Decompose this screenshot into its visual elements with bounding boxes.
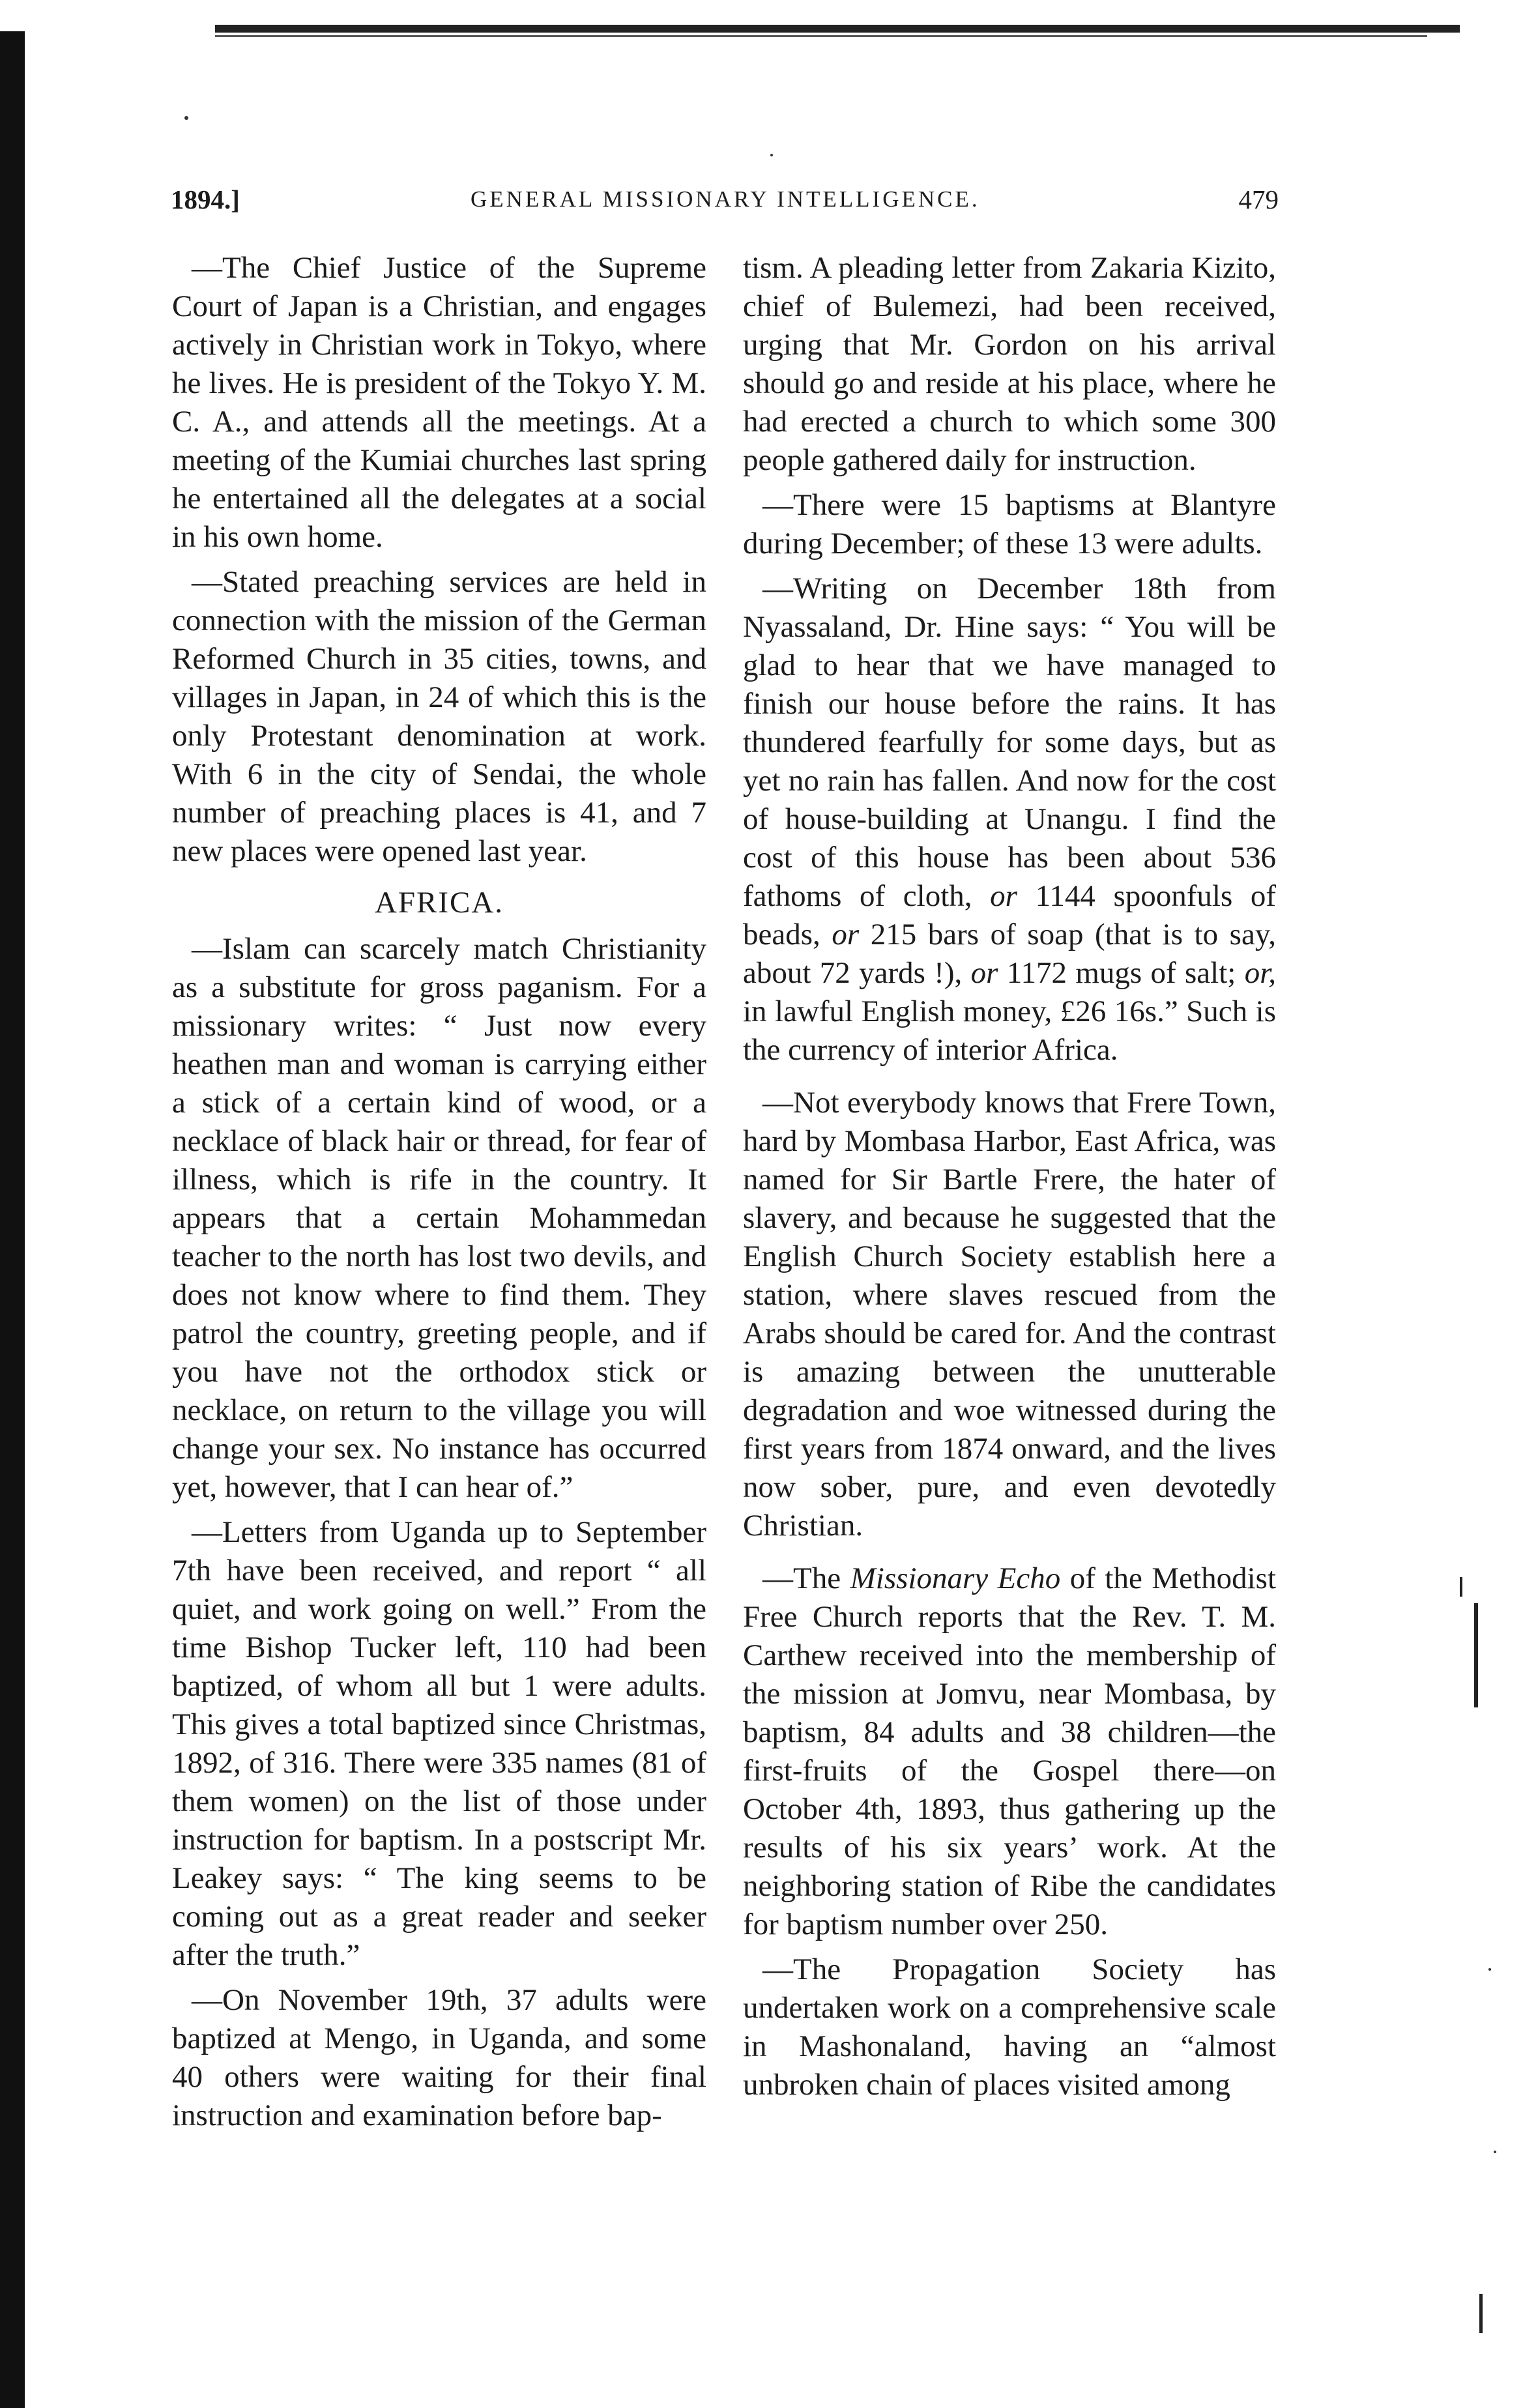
header-year: 1894.] bbox=[171, 184, 240, 214]
scan-speck bbox=[1494, 2151, 1496, 2153]
echo-text-b: of the Methodist Free Church reports that the Rev. T. M. Carthew received into the membership of the mission at Jomvu, near Mombasa, by baptism, 84 adults and 38 children—the first-fruits of the Gospel there—on October 4th, 1893, thus gathering up the results of his six years’ work. At the neighboring station of Ribe the candidates for baptism number over 250. bbox=[743, 1561, 1276, 1941]
scan-speck bbox=[184, 116, 188, 120]
margin-scan-mark bbox=[1479, 2294, 1483, 2333]
left-column bbox=[172, 249, 706, 2141]
paragraph-blantyre: —There were 15 baptisms at Blantyre during December; of these 13 were adults. bbox=[743, 488, 1276, 560]
nyassaland-or-2: or bbox=[832, 918, 860, 951]
right-column bbox=[743, 249, 1276, 2111]
nyassaland-text-b: 1144 spoonfuls of beads, bbox=[743, 879, 1277, 951]
nyassaland-text-a: —Writing on December 18th from Nyassaland, Dr. Hine says: “ You will be glad to hear that we have managed to finish our house before the rains. It has thundered fearfully for some days, but as yet no rain has fallen. And now for the cost of house-building at Unangu. I find the cost of this house has been about 536 fathoms of cloth, bbox=[743, 572, 1276, 913]
paragraph-uganda-letters: —Letters from Uganda up to September 7th have been received, and report “ all quiet, and work going on well.” From the time Bishop Tucker left, 110 had been baptized, of whom all but 1 were adults. This gives a total baptized since Christmas, 1892, of 316. There were 335 names (81 of them women) on the list of those under instruction for baptism. In a postscript Mr. Leakey says: “ The king seems to be coming out as a great reader and seeker after the truth.” bbox=[172, 1515, 706, 1972]
paragraph-japan-chief-justice: —The Chief Justice of the Supreme Court of Japan is a Christian, and engages actively in Christian work in Tokyo, where he lives. He is president of the Tokyo Y. M. C. A., and attends all the meetings. At a meeting of the Kumiai churches last spring he entertained all the delegates at a social in his own home. bbox=[172, 251, 706, 554]
scan-speck bbox=[1488, 1968, 1491, 1971]
margin-scan-mark bbox=[1460, 1577, 1462, 1597]
section-heading-africa: AFRICA. bbox=[374, 886, 504, 920]
nyassaland-or-4: or, bbox=[1244, 956, 1277, 990]
running-title: GENERAL MISSIONARY INTELLIGENCE. bbox=[471, 186, 980, 212]
paragraph-frere-town: —Not everybody knows that Frere Town, hard by Mombasa Harbor, East Africa, was named for Sir Bartle Frere, the hater of slavery, and because he suggested that the English Church Society establish here a station, where slaves rescued from the Arabs should be cared for. And the contrast is amazing between the unutterable degradation and woe witnessed during the first years from 1874 onward, and the lives now sober, pure, and even devotedly Christian. bbox=[743, 1086, 1276, 1543]
paragraph-islam: —Islam can scarcely match Christianity as a substitute for gross paganism. For a missionary writes: “ Just now every heathen man and woman is carrying either a stick of a certain kind of wood, or a necklace of black hair or thread, for fear of illness, which is rife in the country. It appears that a certain Mohammedan teacher to the north has lost two devils, and does not know where to find them. They patrol the country, greeting people, and if you have not the orthodox stick or necklace, on return to the village you will change your sex. No instance has occurred yet, however, that I can hear of.” bbox=[172, 932, 706, 1504]
paragraph-propagation-society: —The Propagation Society has undertaken work on a comprehensive scale in Mashonaland, having an “almost unbroken chain of places visited among bbox=[743, 1952, 1276, 2102]
nyassaland-or-1: or bbox=[990, 879, 1017, 913]
scan-speck bbox=[770, 154, 773, 156]
nyassaland-or-3: or bbox=[970, 956, 998, 990]
paragraph-nyassaland bbox=[743, 570, 1276, 1069]
page-header bbox=[171, 184, 1279, 223]
nyassaland-text-e: in lawful English money, £26 16s.” Such is the currency of interior Africa. bbox=[743, 994, 1276, 1067]
paragraph-german-reformed: —Stated preaching services are held in connection with the mission of the German Reformed Church in 35 cities, towns, and villages in Japan, in 24 of which this is the only Protestant denomination at work. With 6 in the city of Sendai, the whole number of preaching places is 41, and 7 new places were opened last year. bbox=[172, 565, 706, 868]
paragraph-mengo-baptisms: —On November 19th, 37 adults were baptized at Mengo, in Uganda, and some 40 others were waiting for their final instruction and examination before bap- bbox=[172, 1983, 706, 2132]
echo-text-a: —The bbox=[762, 1561, 841, 1595]
nyassaland-text-c: 215 bars of soap (that is to say, about 72 yards !), bbox=[743, 918, 1277, 990]
top-border-rule-thin bbox=[215, 35, 1427, 37]
top-border-rule bbox=[215, 25, 1460, 33]
paragraph-missionary-echo bbox=[743, 1559, 1276, 1944]
paragraph-zakaria-kizito: tism. A pleading letter from Zakaria Kizito, chief of Bulemezi, had been received, urging that Mr. Gordon on his arrival should go and reside at his place, where he had erected a church to which some 300 people gathered daily for instruction. bbox=[743, 251, 1276, 477]
margin-scan-mark bbox=[1474, 1603, 1478, 1707]
publication-title: Missionary Echo bbox=[850, 1561, 1061, 1595]
nyassaland-text-d: 1172 mugs of salt; bbox=[1006, 956, 1236, 990]
scan-edge-shadow bbox=[0, 31, 25, 2408]
page-number: 479 bbox=[1238, 184, 1279, 214]
